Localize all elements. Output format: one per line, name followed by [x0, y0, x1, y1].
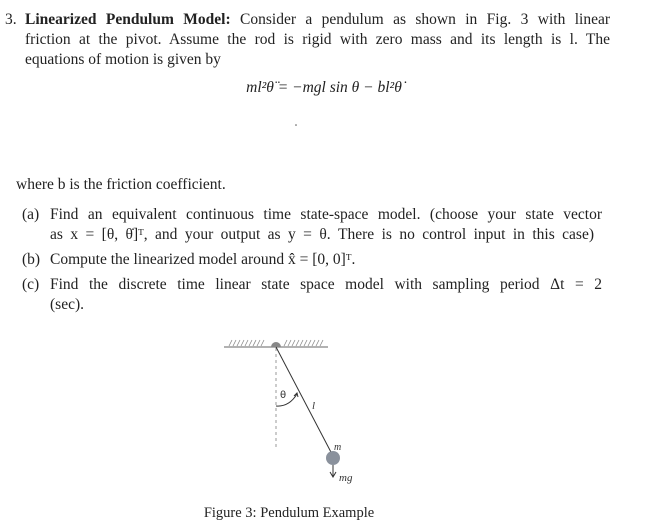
part-a-label: (a)	[22, 206, 40, 223]
part-c-label: (c)	[22, 276, 40, 293]
force-label: mg	[339, 472, 353, 484]
pendulum-rod	[276, 347, 333, 456]
part-b-line-1: Compute the linearized model around x̂ = [0, 0]ᵀ.	[50, 251, 356, 268]
problem-line-3: equations of motion is given by	[25, 51, 221, 68]
problem-title: Linearized Pendulum Model:	[25, 11, 231, 28]
part-a-line-2: as x = [θ, θ̇]ᵀ, and your output as y = θ. There is no control input in this case)	[50, 226, 594, 243]
part-c-line-2: (sec).	[50, 296, 84, 313]
mass-label: m	[334, 442, 342, 453]
friction-note: where b is the friction coefficient.	[16, 176, 226, 193]
part-c-line-1: Find the discrete time linear state space model with sampling period Δt = 2	[50, 276, 602, 293]
problem-text: Consider a pendulum as shown in Fig. 3 with linear	[240, 11, 610, 28]
part-b-label: (b)	[22, 251, 41, 268]
stray-dot	[295, 124, 297, 126]
part-a-line-1: Find an equivalent continuous time state-space model. (choose your state vector	[50, 206, 602, 223]
pendulum-bob	[326, 451, 340, 465]
pivot	[271, 342, 281, 347]
figure-caption: Figure 3: Pendulum Example	[203, 505, 375, 521]
problem-line-2: friction at the pivot. Assume the rod is rigid with zero mass and its length is l. The	[25, 31, 610, 48]
equation-of-motion: ml²θ̈ = −mgl sin θ − bl²θ̇	[246, 79, 402, 96]
theta-label: θ	[280, 390, 287, 401]
problem-number: 3.	[5, 11, 17, 28]
length-label: l	[312, 400, 316, 412]
